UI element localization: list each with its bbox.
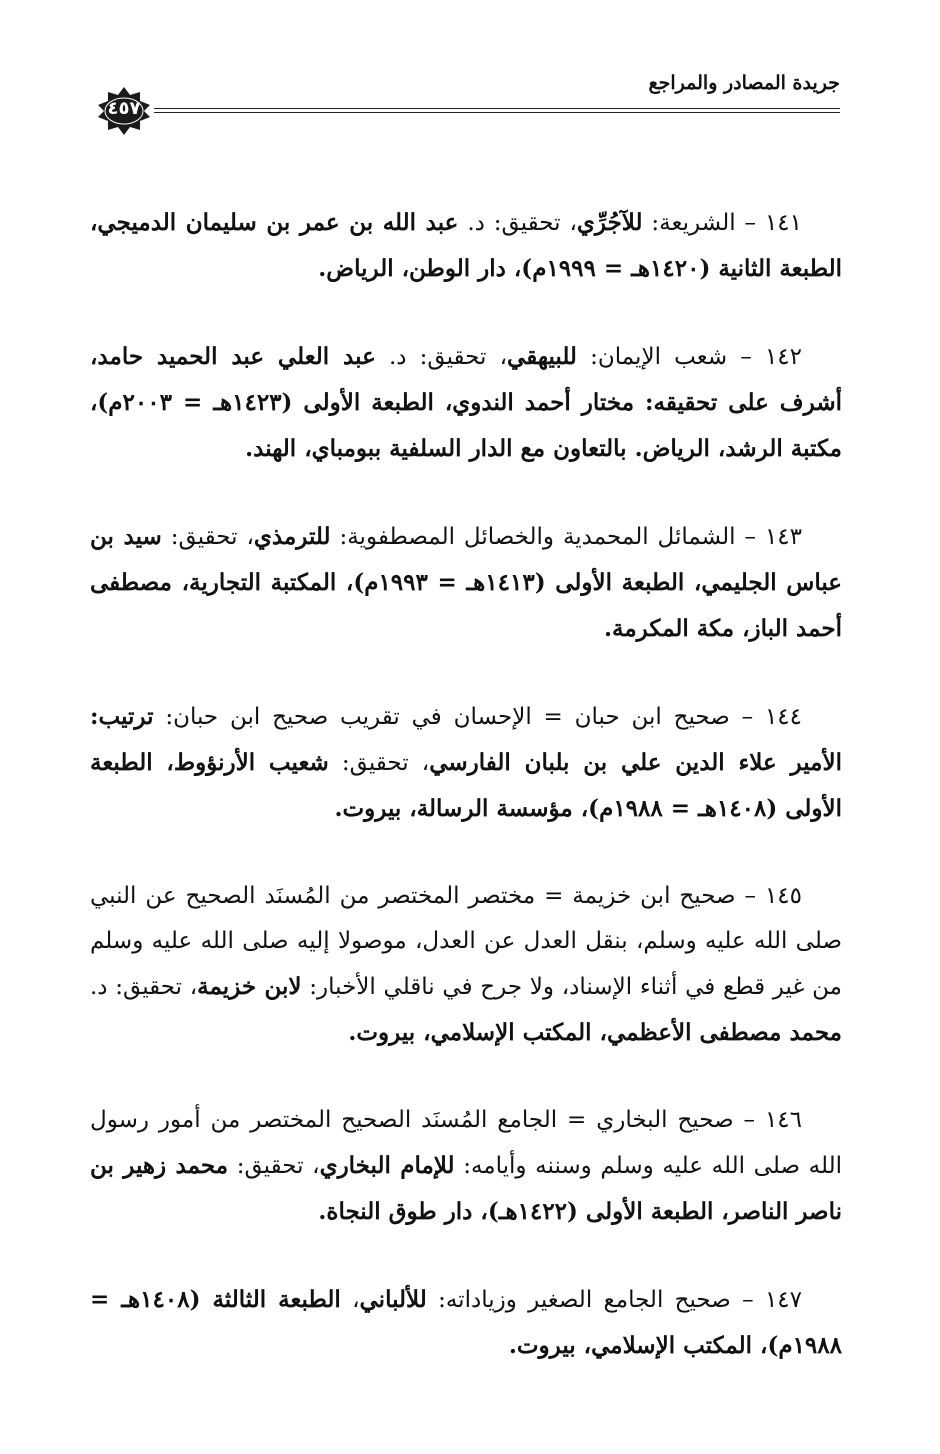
bibliography-entry: ١٤٤ – صحيح ابن حبان = الإحسان في تقريب صحيح ابن حبان: ترتيب: الأمير علاء الدين علي بن بلبان الفارسي، تحقيق: شعيب الأرنؤوط، الطبعة الأولى (١٤٠٨هـ = ١٩٨٨م)، مؤسسة الرسالة، بيروت. <box>90 703 842 822</box>
bibliography-entry: ١٤١ – الشريعة: للآجُرِّي، تحقيق: د. عبد الله بن عمر بن سليمان الدميجي، الطبعة الثانية (١٤٢٠هـ = ١٩٩٩م)، دار الوطن، الرياض. <box>90 209 842 282</box>
bibliography-entry: ١٤٦ – صحيح البخاري = الجامع المُسنَد الصحيح المختصر من أمور رسول الله صلى الله عليه وسلم وسننه وأيامه: للإمام البخاري، تحقيق: محمد زهير بن ناصر الناصر، الطبعة الأولى (١٤٢٢هـ)، دار طوق النجاة. <box>90 1107 843 1225</box>
entry-publication: شعيب الأرنؤوط، الطبعة الأولى (١٤٠٨هـ = ١٩٨٨م)، مؤسسة الرسالة، بيروت. <box>90 749 842 822</box>
entry-connector: ، تحقيق: <box>161 524 254 550</box>
entry-number: ١٤١ <box>764 210 802 236</box>
entry-number: ١٤٤ <box>764 704 802 730</box>
entry-connector: ، تحقيق: <box>228 1153 320 1179</box>
entry-author: للترمذي <box>253 523 331 550</box>
entry-number: ١٤٣ <box>764 524 803 550</box>
entry-publication: الطبعة الثالثة (١٤٠٨هـ = ١٩٨٨م)، المكتب الإسلامي، بيروت. <box>90 1286 842 1359</box>
entry-publication: محمد مصطفى الأعظمي، المكتب الإسلامي، بيروت. <box>348 1019 842 1046</box>
entry-number: ١٤٢ <box>764 344 802 370</box>
running-title: جريدة المصادر والمراجع <box>648 72 840 94</box>
entry-author: للألباني <box>359 1286 427 1313</box>
entry-connector: ، تحقيق: د. <box>90 974 198 1000</box>
entry-connector: ، تحقيق: د. <box>375 344 508 370</box>
entry-title: الشريعة: <box>642 210 736 236</box>
entry-title: صحيح ابن حبان = الإحسان في تقريب صحيح ابن حبان: <box>153 704 730 730</box>
entry-title: صحيح ابن خزيمة = مختصر المختصر من المُسنَد الصحيح عن النبي صلى الله عليه وسلم، بنقل العدل عن العدل، موصولا إليه صلى الله عليه وسلم من غير قطع في أثناء الإسناد، ولا جرح في ناقلي الأخبار: <box>90 883 842 1000</box>
entry-title: الشمائل المحمدية والخصائل المصطفوية: <box>330 524 736 550</box>
bibliography-list <box>90 200 842 1411</box>
entry-connector: ، تحقيق: <box>328 750 430 776</box>
entry-author: للبيهقي <box>507 343 577 370</box>
entry-publication: عبد الله بن عمر بن سليمان الدميجي، الطبعة الثانية (١٤٢٠هـ = ١٩٩٩م)، دار الوطن، الرياض. <box>90 209 842 282</box>
entry-number: ١٤٧ <box>764 1287 803 1313</box>
entry-publication: محمد زهير بن ناصر الناصر، الطبعة الأولى (١٤٢٢هـ)، دار طوق النجاة. <box>90 1152 842 1225</box>
entry-publication: عبد العلي عبد الحميد حامد، أشرف على تحقيقه: مختار أحمد الندوي، الطبعة الأولى (١٤٢٣هـ = ٢٠٠٣م)، مكتبة الرشد، الرياض. بالتعاون مع الدار السلفية ببومباي، الهند. <box>90 343 842 462</box>
entry-number: ١٤٥ <box>764 883 803 909</box>
entry-author: لابن خزيمة <box>197 973 302 1000</box>
page-number: ٤٥٧ <box>107 98 141 119</box>
entry-author: للآجُرِّي <box>576 209 643 236</box>
entry-author: ترتيب: الأمير علاء الدين علي بن بلبان الفارسي <box>90 703 842 776</box>
entry-title: صحيح البخاري = الجامع المُسنَد الصحيح المختصر من أمور رسول الله صلى الله عليه وسلم وسننه وأيامه: <box>90 1107 843 1179</box>
bibliography-entry: ١٤٥ – صحيح ابن خزيمة = مختصر المختصر من المُسنَد الصحيح عن النبي صلى الله عليه وسلم، بنقل العدل عن العدل، موصولا إليه صلى الله عليه وسلم من غير قطع في أثناء الإسناد، ولا جرح في ناقلي الأخبار: لابن خزيمة، تحقيق: د. محمد مصطفى الأعظمي، المكتب الإسلامي، بيروت. <box>90 883 842 1046</box>
entry-publication: سيد بن عباس الجليمي، الطبعة الأولى (١٤١٣هـ = ١٩٩٣م)، المكتبة التجارية، مصطفى أحمد الباز، مكة المكرمة. <box>90 523 843 642</box>
bibliography-entry: ١٤٧ – صحيح الجامع الصغير وزياداته: للألباني، الطبعة الثالثة (١٤٠٨هـ = ١٩٨٨م)، المكتب الإسلامي، بيروت. <box>90 1286 842 1359</box>
header-rule <box>154 108 840 113</box>
entry-author: للإمام البخاري <box>319 1152 455 1179</box>
entry-connector: ، <box>340 1287 360 1313</box>
bibliography-entry: ١٤٣ – الشمائل المحمدية والخصائل المصطفوية: للترمذي، تحقيق: سيد بن عباس الجليمي، الطبعة الأولى (١٤١٣هـ = ١٩٩٣م)، المكتبة التجارية، مصطفى أحمد الباز، مكة المكرمة. <box>90 523 843 642</box>
entry-title: شعب الإيمان: <box>576 344 728 370</box>
entry-connector: ، تحقيق: د. <box>458 210 577 236</box>
entry-number: ١٤٦ <box>764 1107 803 1133</box>
page-header <box>96 64 840 140</box>
bibliography-entry: ١٤٢ – شعب الإيمان: للبيهقي، تحقيق: د. عبد العلي عبد الحميد حامد، أشرف على تحقيقه: مختار أحمد الندوي، الطبعة الأولى (١٤٢٣هـ = ٢٠٠٣م)، مكتبة الرشد، الرياض. بالتعاون مع الدار السلفية ببومباي، الهند. <box>90 343 842 462</box>
entry-title: صحيح الجامع الصغير وزياداته: <box>426 1287 731 1313</box>
